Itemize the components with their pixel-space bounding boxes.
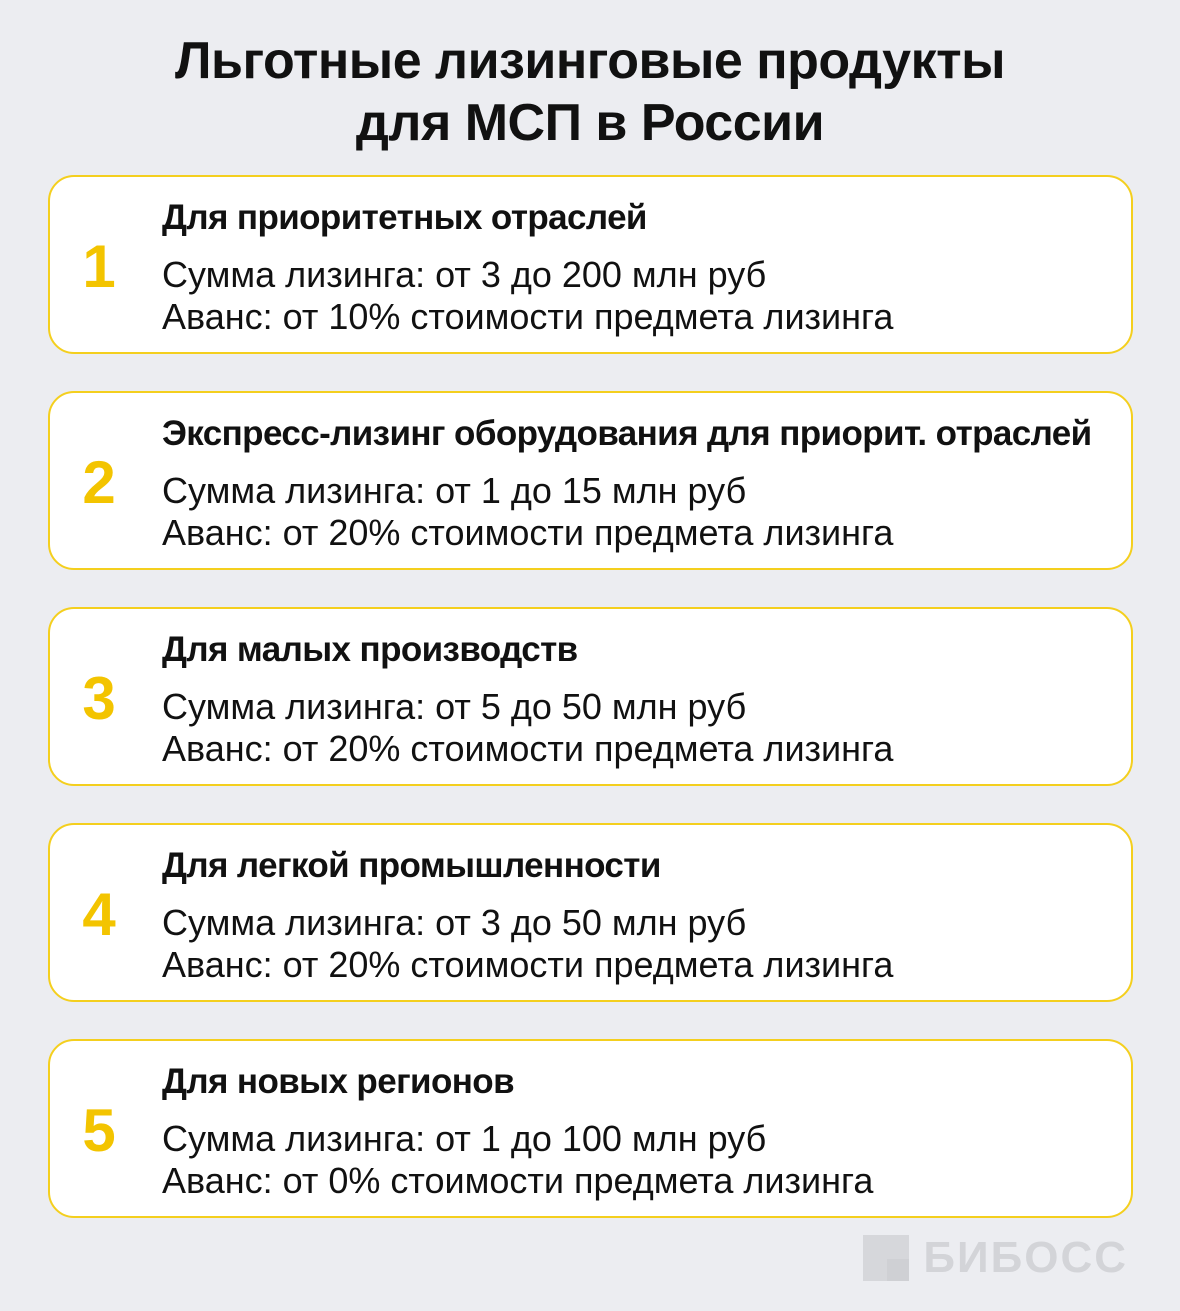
logo-text: БИБОСС bbox=[923, 1233, 1128, 1282]
product-card-2 bbox=[48, 391, 1133, 570]
advance-payment: Аванс: от 20% стоимости предмета лизинга bbox=[162, 728, 894, 769]
product-card-3 bbox=[48, 607, 1133, 786]
card-number: 1 bbox=[82, 233, 116, 300]
card-title: Для новых регионов bbox=[162, 1062, 514, 1101]
leasing-sum: Сумма лизинга: от 3 до 200 млн руб bbox=[162, 254, 767, 295]
product-card-1 bbox=[48, 175, 1133, 354]
logo-square-icon bbox=[863, 1235, 909, 1281]
leasing-sum: Сумма лизинга: от 3 до 50 млн руб bbox=[162, 902, 747, 943]
card-number: 3 bbox=[82, 665, 116, 732]
advance-payment: Аванс: от 10% стоимости предмета лизинга bbox=[162, 296, 894, 337]
page-title-line-2: для МСП в России bbox=[355, 94, 825, 152]
brand-logo bbox=[863, 1234, 1128, 1282]
advance-payment: Аванс: от 20% стоимости предмета лизинга bbox=[162, 512, 894, 553]
card-title: Для малых производств bbox=[162, 630, 578, 669]
card-title: Для легкой промышленности bbox=[162, 846, 661, 885]
page-title bbox=[0, 30, 1180, 154]
product-card-4 bbox=[48, 823, 1133, 1002]
leasing-sum: Сумма лизинга: от 1 до 15 млн руб bbox=[162, 470, 747, 511]
advance-payment: Аванс: от 20% стоимости предмета лизинга bbox=[162, 944, 894, 985]
product-card-5 bbox=[48, 1039, 1133, 1218]
advance-payment: Аванс: от 0% стоимости предмета лизинга bbox=[162, 1160, 874, 1201]
card-number: 5 bbox=[82, 1097, 116, 1164]
card-title: Экспресс-лизинг оборудования для приорит. отраслей bbox=[162, 414, 1092, 453]
leasing-sum: Сумма лизинга: от 1 до 100 млн руб bbox=[162, 1118, 767, 1159]
leasing-sum: Сумма лизинга: от 5 до 50 млн руб bbox=[162, 686, 747, 727]
product-list bbox=[48, 175, 1133, 1255]
page-title-line-1: Льготные лизинговые продукты bbox=[175, 32, 1005, 90]
card-number: 4 bbox=[82, 881, 116, 948]
card-title: Для приоритетных отраслей bbox=[162, 198, 647, 237]
card-number: 2 bbox=[82, 449, 116, 516]
